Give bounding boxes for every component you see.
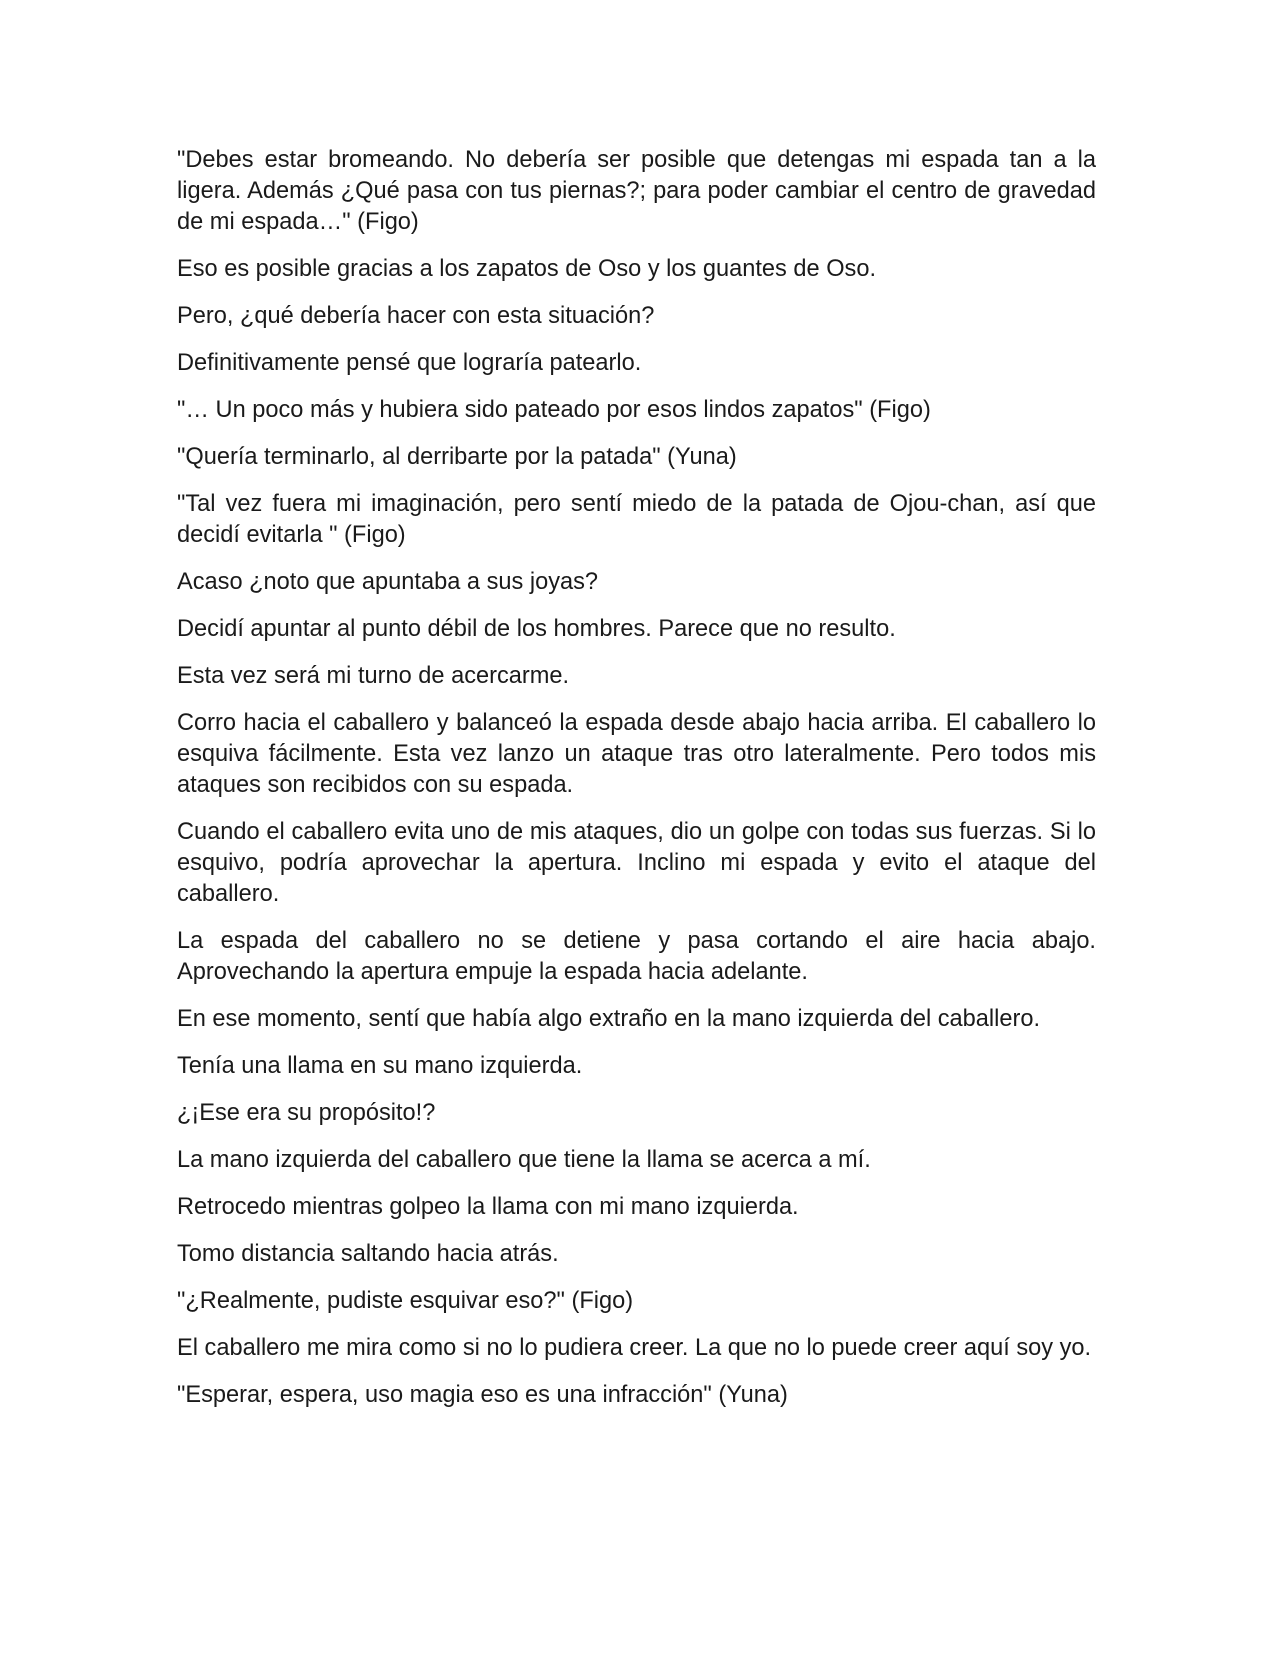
paragraph: Decidí apuntar al punto débil de los hombres. Parece que no resulto. <box>177 616 896 642</box>
paragraph: ¿¡Ese era su propósito!? <box>177 1100 436 1126</box>
paragraph: "Tal vez fuera mi imaginación, pero sentí miedo de la patada de Ojou-chan, así que decidí evitarla " (Figo) <box>177 491 1096 548</box>
paragraph: La mano izquierda del caballero que tiene la llama se acerca a mí. <box>177 1147 871 1173</box>
paragraph: Esta vez será mi turno de acercarme. <box>177 663 570 689</box>
paragraph: Eso es posible gracias a los zapatos de Oso y los guantes de Oso. <box>177 256 877 282</box>
paragraph: Tenía una llama en su mano izquierda. <box>177 1053 583 1079</box>
paragraph: Pero, ¿qué debería hacer con esta situación? <box>177 303 655 329</box>
paragraph: Retrocedo mientras golpeo la llama con mi mano izquierda. <box>177 1194 799 1220</box>
paragraph: La espada del caballero no se detiene y pasa cortando el aire hacia abajo. Aprovechando la apertura empuje la espada hacia adelante. <box>177 928 1096 985</box>
paragraph: Definitivamente pensé que lograría patearlo. <box>177 350 642 376</box>
paragraph: Cuando el caballero evita uno de mis ataques, dio un golpe con todas sus fuerzas. Si lo esquivo, podría aprovechar la apertura. Inclino mi espada y evito el ataque del caballero. <box>177 819 1096 907</box>
paragraph: Tomo distancia saltando hacia atrás. <box>177 1241 559 1267</box>
paragraph: Acaso ¿noto que apuntaba a sus joyas? <box>177 569 599 595</box>
paragraph: "¿Realmente, pudiste esquivar eso?" (Figo) <box>177 1288 634 1314</box>
paragraph: "Esperar, espera, uso magia eso es una infracción" (Yuna) <box>177 1382 788 1408</box>
paragraph: Corro hacia el caballero y balanceó la espada desde abajo hacia arriba. El caballero lo esquiva fácilmente. Esta vez lanzo un ataque tras otro lateralmente. Pero todos mis ataques son recibidos con su espada. <box>177 710 1096 798</box>
paragraph: En ese momento, sentí que había algo extraño en la mano izquierda del caballero. <box>177 1006 1041 1032</box>
paragraph: El caballero me mira como si no lo pudiera creer. La que no lo puede creer aquí soy yo. <box>177 1335 1092 1361</box>
paragraph: "… Un poco más y hubiera sido pateado por esos lindos zapatos" (Figo) <box>177 397 931 423</box>
document-page <box>177 145 1096 1427</box>
paragraph: "Debes estar bromeando. No debería ser posible que detengas mi espada tan a la ligera. Además ¿Qué pasa con tus piernas?; para poder cambiar el centro de gravedad de mi espada…" (Figo) <box>177 147 1096 235</box>
paragraph: "Quería terminarlo, al derribarte por la patada" (Yuna) <box>177 444 737 470</box>
